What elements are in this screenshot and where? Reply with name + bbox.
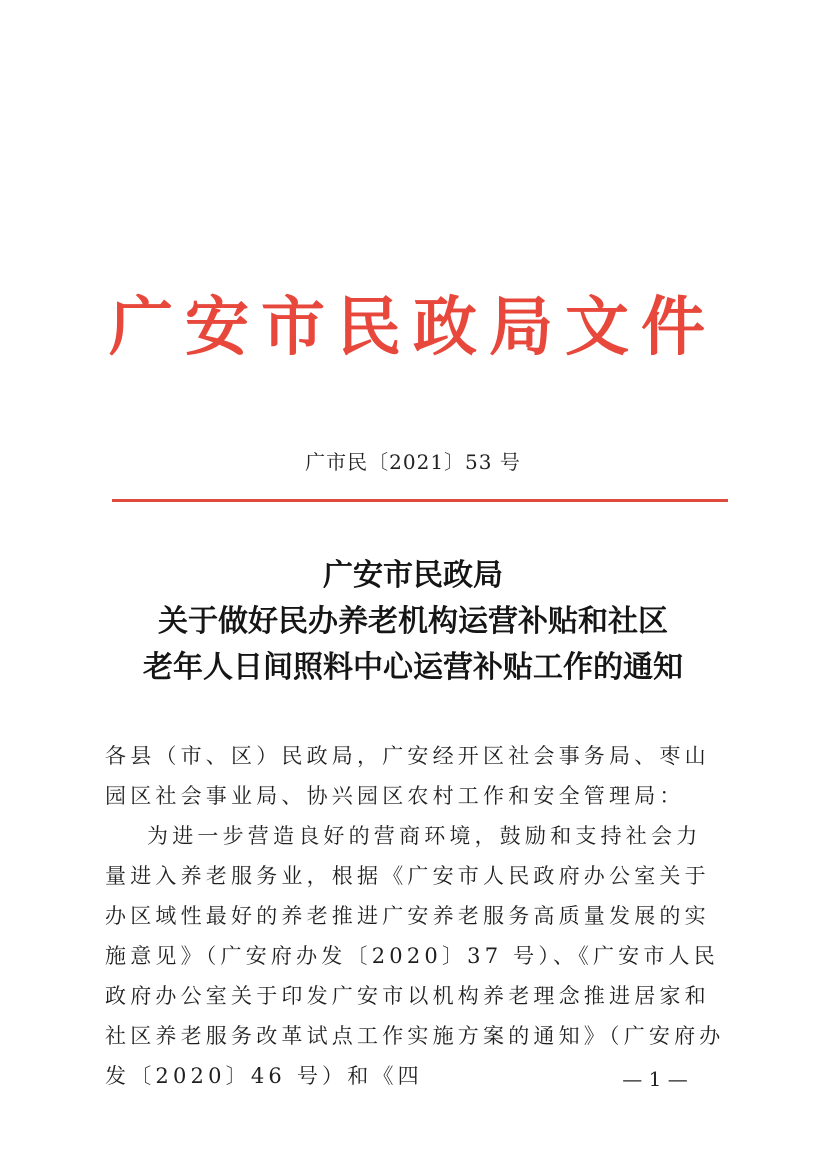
addressee-paragraph: 各县（市、区）民政局，广安经开区社会事务局、枣山园区社会事业局、协兴园区农村工作和安全管理局： — [105, 744, 710, 808]
title-line-3: 老年人日间照料中心运营补贴工作的通知 — [143, 650, 683, 685]
notice-title — [60, 553, 766, 691]
org-header-title: 广安市民政局文件 — [109, 291, 717, 365]
title-line-2: 关于做好民办养老机构运营补贴和社区 — [158, 604, 668, 639]
red-separator-line — [112, 499, 728, 502]
page-number: — 1 — — [622, 1067, 688, 1091]
title-line-1: 广安市民政局 — [323, 558, 503, 593]
body-paragraph-1: 为进一步营造良好的营商环境，鼓励和支持社会力量进入养老服务业，根据《广安市人民政府办公室关于办区域性最好的养老推进广安养老服务高质量发展的实施意见》（广安府办发〔2020〕37 号）、《广安市人民政府办公室关于印发广安市以机构养老理念推进居家和社区养老服务改革试点工作实施方案的通知》（广安府办发〔2020〕46 号）和《四 — [105, 824, 725, 1088]
document-number: 广市民〔2021〕53 号 — [305, 450, 521, 474]
notice-body — [105, 736, 725, 1096]
